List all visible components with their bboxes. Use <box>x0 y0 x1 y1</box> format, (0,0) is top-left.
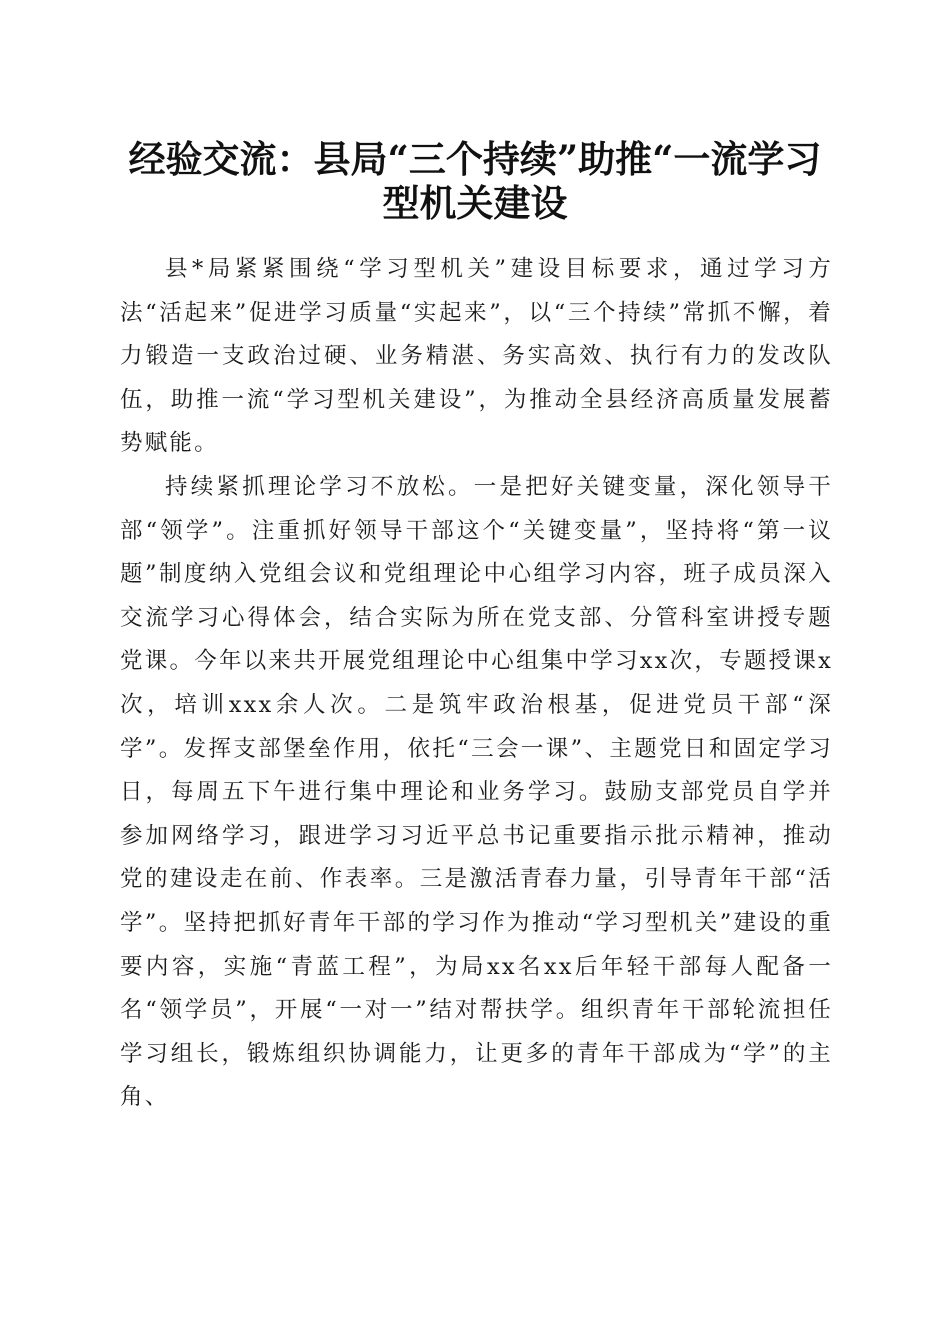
document-body <box>120 248 833 1120</box>
page-title-line-1: 经验交流：县局“三个持续”助推“一流学习 <box>128 137 822 181</box>
paragraph-intro: 县*局紧紧围绕“学习型机关”建设目标要求，通过学习方法“活起来”促进学习质量“实起来”，以“三个持续”常抓不懈，着力锻造一支政治过硬、业务精湛、务实高效、执行有力的发改队伍，助推一流“学习型机关建设”，为推动全县经济高质量发展蓄势赋能。 <box>120 256 833 457</box>
page-title-line-2: 型机关建设 <box>382 181 568 225</box>
paragraph-theory-study: 持续紧抓理论学习不放松。一是把好关键变量，深化领导干部“领学”。注重抓好领导干部这个“关键变量”，坚持将“第一议题”制度纳入党组会议和党组理论中心组学习内容，班子成员深入交流学习心得体会，结合实际为所在党支部、分管科室讲授专题党课。今年以来共开展党组理论中心组集中学习xx次，专题授课x次，培训xxx余人次。二是筑牢政治根基，促进党员干部“深学”。发挥支部堡垒作用，依托“三会一课”、主题党日和固定学习日，每周五下午进行集中理论和业务学习。鼓励支部党员自学并参加网络学习，跟进学习习近平总书记重要指示批示精神，推动党的建设走在前、作表率。三是激活青春力量，引导青年干部“活学”。坚持把抓好青年干部的学习作为推动“学习型机关”建设的重要内容，实施“青蓝工程”，为局xx名xx后年轻干部每人配备一名“领学员”，开展“一对一”结对帮扶学。组织青年干部轮流担任学习组长，锻炼组织协调能力，让更多的青年干部成为“学”的主角、 <box>120 473 833 1111</box>
